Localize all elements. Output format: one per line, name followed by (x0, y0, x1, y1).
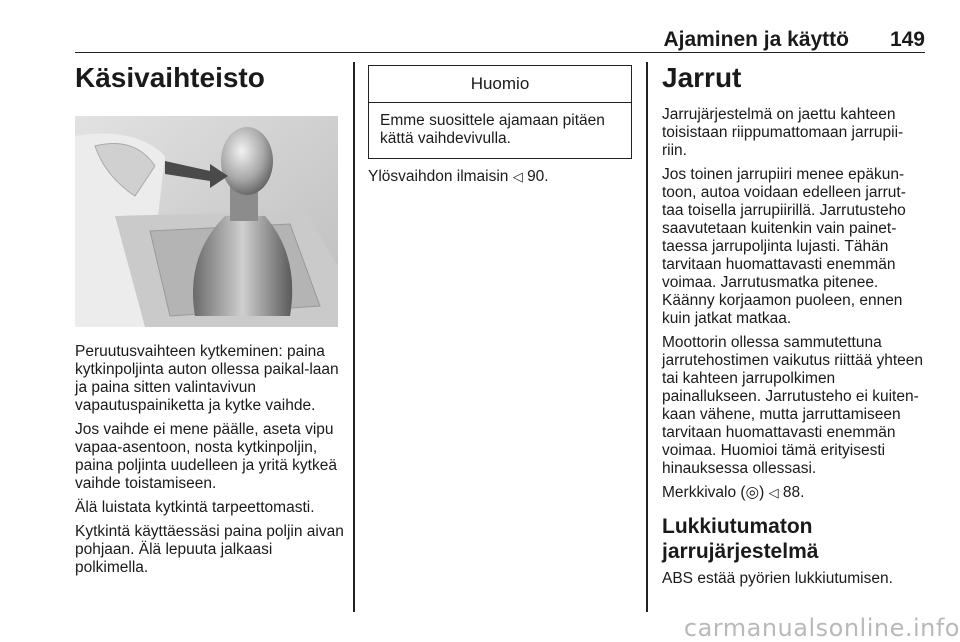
notice-box (368, 65, 632, 159)
notice-text: Emme suosittele ajamaan pitäen kättä vaihdevivulla. (380, 112, 605, 147)
reference-page: 90. (527, 168, 549, 185)
indicator-label: Merkkivalo (662, 484, 737, 501)
brake-warning-icon: (◎) (740, 484, 765, 501)
upshift-reference (368, 168, 630, 186)
column-divider-1 (353, 62, 355, 612)
gear-knob-illustration (75, 116, 338, 327)
section-title: Ajaminen ja käyttö (663, 28, 849, 51)
reference-text: Ylösvaihdon ilmaisin (368, 168, 509, 185)
brakes-heading: Jarrut (662, 62, 742, 93)
right-column (662, 62, 927, 594)
paragraph: Moottorin ollessa sammutettuna jarrutehostimen vaikutus riittää yhteen tai kahteen jarrupolkimen painallukseen. Jarrutusteho ei kuiten-kaan vähene, mutta jarruttamiseen tarvitaan huomattavasti enemmän voimaa. Huomioi tämä erityisesti hinauksessa ollessasi. (662, 334, 924, 477)
page-ref-arrow-icon: ◁ (768, 485, 779, 500)
notice-title: Huomio (369, 66, 631, 103)
paragraph: Jarrujärjestelmä on jaettu kahteen toisistaan riippumattomaan jarrupii-riin. (662, 106, 904, 159)
page-number: 149 (889, 28, 925, 51)
page-header (75, 22, 925, 53)
watermark: carmanualsonline.info (683, 614, 960, 642)
left-column-title-block (75, 62, 345, 94)
gear-shift-photo (75, 116, 338, 327)
indicator-page: 88. (782, 484, 805, 501)
paragraph: Jos toinen jarrupiiri menee epäkun-toon, autoa voidaan edelleen jarrut-taa toisella jarrupiirillä. Jarrutusteho saavutetaan kuitenkin vain painet-taessa jarrupoljinta lujasti. Tähän tarvitaan huomattavasti enemmän voimaa. Jarrutusmatka pitenee. Käänny korjaamon puoleen, ennen kuin jatkat matkaa. (662, 166, 906, 327)
paragraph: Peruutusvaihteen kytkeminen: paina kytkinpoljinta auton ollessa paikal-laan ja paina sitten valintavivun vapautuspainiketta ja kytke vaihde. (75, 343, 339, 414)
column-divider-2 (646, 62, 648, 612)
paragraph: Kytkintä käyttäessäsi paina poljin aivan pohjaan. Älä lepuuta jalkaasi polkimella. (75, 523, 344, 576)
abs-heading: Lukkiutumaton jarrujärjestelmä (662, 515, 819, 563)
indicator-reference (662, 484, 927, 502)
paragraph: Älä luistata kytkintä tarpeettomasti. (75, 499, 315, 516)
abs-text: ABS estää pyörien lukkiutumisen. (662, 570, 893, 587)
page-ref-arrow-icon: ◁ (512, 169, 523, 184)
left-column-text (75, 343, 345, 583)
paragraph: Jos vaihde ei mene päälle, aseta vipu vapaa-asentoon, nosta kytkinpoljin, paina poljinta uudelleen ja yritä kytkeä vaihde toistamiseen. (75, 421, 337, 492)
transmission-heading: Käsivaihteisto (75, 62, 265, 93)
